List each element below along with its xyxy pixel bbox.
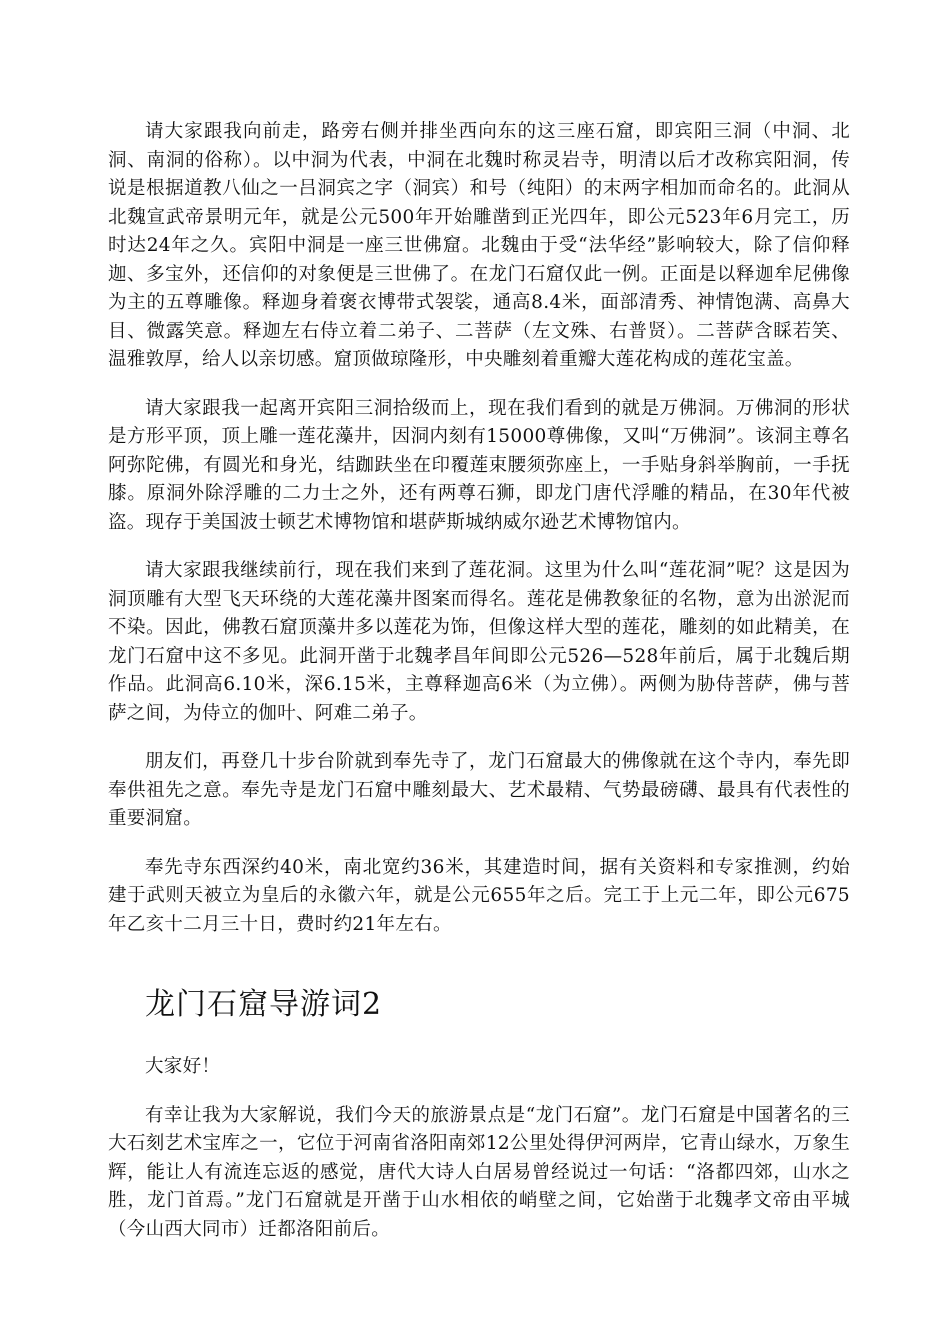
paragraph-fengxian-temple-dimensions: 奉先寺东西深约40米，南北宽约36米，其建造时间，据有关资料和专家推测，约始建于武则天被立为皇后的永徽六年，就是公元655年之后。完工于上元二年，即公元675年乙亥十二月三十日，费时约21年左右。 xyxy=(108,856,850,935)
paragraph-fengxian-temple-intro: 朋友们，再登几十步台阶就到奉先寺了，龙门石窟最大的佛像就在这个寺内，奉先即奉供祖先之意。奉先寺是龙门石窟中雕刻最大、艺术最精、气势最磅礴、最具有代表性的重要洞窟。 xyxy=(108,751,850,829)
paragraph-gap xyxy=(108,375,850,395)
document-page xyxy=(108,118,850,1244)
paragraph-wanfo-cave: 请大家跟我一起离开宾阳三洞拾级而上，现在我们看到的就是万佛洞。万佛洞的形状是方形平顶，顶上雕一莲花藻井，因洞内刻有15000尊佛像，又叫“万佛洞”。该洞主尊名阿弥陀佛，有圆光和身光，结跏趺坐在印覆莲束腰须弥座上，一手贴身斜举胸前，一手抚膝。原洞外除浮雕的二力士之外，还有两尊石狮，即龙门唐代浮雕的精品，在30年代被盗。现存于美国波士顿艺术博物馆和堪萨斯城纳威尔逊艺术博物馆内。 xyxy=(108,397,850,533)
paragraph-gap xyxy=(108,537,850,557)
paragraph-lianhua-cave: 请大家跟我继续前行，现在我们来到了莲花洞。这里为什么叫“莲花洞”呢？这是因为洞顶雕有大型飞天环绕的大莲花藻井图案而得名。莲花是佛教象征的名物，意为出淤泥而不染。因此，佛教石窟顶藻井多以莲花为饰，但像这样大型的莲花，雕刻的如此精美，在龙门石窟中这不多见。此洞开凿于北魏孝昌年间即公元526—528年前后，属于北魏后期作品。此洞高6.10米，深6.15米，主尊释迦高6米（为立佛）。两侧为胁侍菩萨，佛与菩萨之间，为侍立的伽叶、阿难二弟子。 xyxy=(108,560,850,724)
paragraph-gap xyxy=(108,728,850,748)
paragraph-binyang-caves: 请大家跟我向前走，路旁右侧并排坐西向东的这三座石窟，即宾阳三洞（中洞、北洞、南洞的俗称）。以中洞为代表，中洞在北魏时称灵岩寺，明清以后才改称宾阳洞，传说是根据道教八仙之一吕洞宾之字（洞宾）和号（纯阳）的末两字相加而命名的。此洞从北魏宣武帝景明元年，就是公元500年开始雕凿到正光四年，即公元523年6月完工，历时达24年之久。宾阳中洞是一座三世佛窟。北魏由于受“法华经”影响较大，除了信仰释迦、多宝外，还信仰的对象便是三世佛了。在龙门石窟仅此一例。正面是以释迦牟尼佛像为主的五尊雕像。释迦身着褒衣博带式袈裟，通高8.4米，面部清秀、神情饱满、高鼻大目、微露笑意。释迦左右侍立着二弟子、二菩萨（左文殊、右普贤）。二菩萨含睬若笑、温雅敦厚，给人以亲切感。窟顶做琼隆形，中央雕刻着重瓣大莲花构成的莲花宝盖。 xyxy=(108,121,850,370)
paragraph-gap xyxy=(108,834,850,854)
section-heading: 龙门石窟导游词2 xyxy=(145,987,383,1022)
greeting-text: 大家好！ xyxy=(145,1056,221,1077)
paragraph-longmen-intro: 有幸让我为大家解说，我们今天的旅游景点是“龙门石窟”。龙门石窟是中国著名的三大石刻艺术宝库之一，它位于河南省洛阳南郊12公里处得伊河两岸，它青山绿水，万象生辉，能让人有流连忘返的感觉，唐代大诗人白居易曾经说过一句话：“洛都四郊，山水之胜，龙门首焉。”龙门石窟就是开凿于山水相依的峭壁之间，它始凿于北魏孝文帝由平城（今山西大同市）迁都洛阳前后。 xyxy=(108,1104,850,1240)
